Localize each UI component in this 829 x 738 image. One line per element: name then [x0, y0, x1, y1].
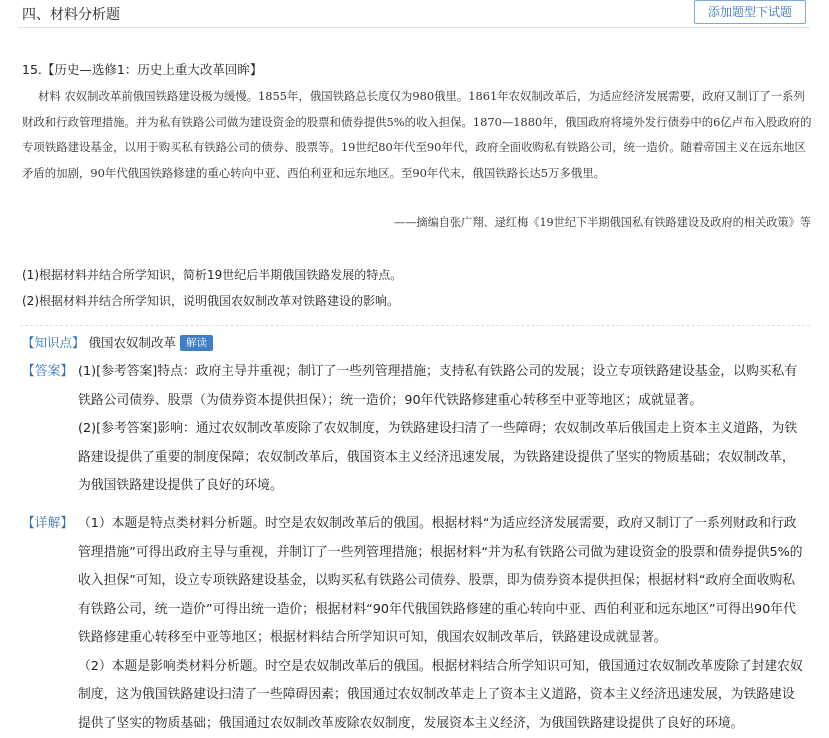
interpret-badge[interactable]: 解读 — [180, 335, 213, 351]
knowledge-point-tag: 【知识点】 — [22, 335, 85, 350]
detail-tag: 【详解】 — [22, 510, 73, 539]
knowledge-point-text[interactable]: 俄国农奴制改革 — [89, 335, 177, 350]
answer-part-2: (2)[参考答案]影响：通过农奴制改革废除了农奴制度，为铁路建设扫清了一些障碍；农奴制改革后俄国走上资本主义道路，为铁路建设提供了重要的制度保障；农奴制改革后，俄国资本主义经济迅速发展，为铁路建设提供了坚实的物质基础；农奴制改革，为俄国铁路建设提供了良好的环境。 — [78, 415, 802, 501]
answer-tag: 【答案】 — [22, 358, 73, 387]
answer-section — [22, 358, 802, 501]
material-source: ——摘编自张广翔、逯红梅《19世纪下半期俄国私有铁路建设及政府的相关政策》等 — [394, 214, 811, 230]
detail-part-1: （1）本题是特点类材料分析题。时空是农奴制改革后的俄国。根据材料“为适应经济发展需要，政府又制订了一系列财政和行政管理措施”可得出政府主导与重视，并制订了一些列管理措施；根据材料“并为私有铁路公司做为建设资金的股票和债券提供5%的收入担保”可知，设立专项铁路建设基金，以购买私有铁路公司债券、股票，即为债券资本提供担保；根据材料“政府全面收购私有铁路公司，统一造价”可得出统一造价；根据材料“90年代俄国铁路修建的重心转向中亚、西伯利亚和远东地区”可得出90年代铁路修建重心转移至中亚等地区；根据材料结合所学知识可知，俄国农奴制改革后，铁路建设成就显著。 — [78, 510, 806, 653]
sub-question-2: (2)根据材料并结合所学知识，说明俄国农奴制改革对铁路建设的影响。 — [22, 292, 399, 309]
material-text — [22, 84, 812, 186]
dashed-divider — [20, 325, 810, 326]
answer-part-1: (1)[参考答案]特点：政府主导并重视；制订了一些列管理措施；支持私有铁路公司的发展；设立专项铁路建设基金，以购买私有铁路公司债券、股票（为债券资本提供担保）；统一造价；90年代铁路修建重心转移至中亚等地区；成就显著。 — [78, 358, 802, 415]
detail-part-2: （2）本题是影响类材料分析题。时空是农奴制改革后的俄国。根据材料结合所学知识可知，俄国通过农奴制改革废除了封建农奴制度，这为俄国铁路建设扫清了一些障碍因素；俄国通过农奴制改革走上了资本主义道路，资本主义经济迅速发展，为铁路建设提供了坚实的物质基础；俄国通过农奴制改革废除农奴制度，发展资本主义经济，为俄国铁路建设提供了良好的环境。 — [70, 653, 806, 738]
material-paragraph: 材料 农奴制改革前俄国铁路建设极为缓慢。1855年，俄国铁路总长度仅为980俄里。1861年农奴制改革后，为适应经济发展需要，政府又制订了一系列财政和行政管理措施。并为私有铁路公司做为建设资金的股票和债券提供5%的收入担保。1870—1880年，俄国政府将境外发行债券中的6亿卢布入股政府的专项铁路建设基金，以用于购买私有铁路公司的债券、股票等。19世纪80年代至90年代，政府全面收购私有铁路公司，统一造价。随着帝国主义在远东地区矛盾的加剧，90年代俄国铁路修建的重心转向中亚、西伯利亚和远东地区。至90年代末，俄国铁路长达5万多俄里。 — [22, 89, 812, 180]
section-header — [0, 0, 829, 30]
knowledge-point — [22, 333, 213, 351]
question-title: 15.【历史—选修1：历史上重大改革回眸】 — [22, 60, 262, 78]
detail-section — [22, 510, 806, 738]
section-title: 四、材料分析题 — [22, 4, 120, 24]
add-question-button[interactable]: 添加题型下试题 — [694, 0, 806, 24]
header-divider — [18, 27, 810, 28]
sub-question-1: (1)根据材料并结合所学知识，简析19世纪后半期俄国铁路发展的特点。 — [22, 266, 402, 283]
